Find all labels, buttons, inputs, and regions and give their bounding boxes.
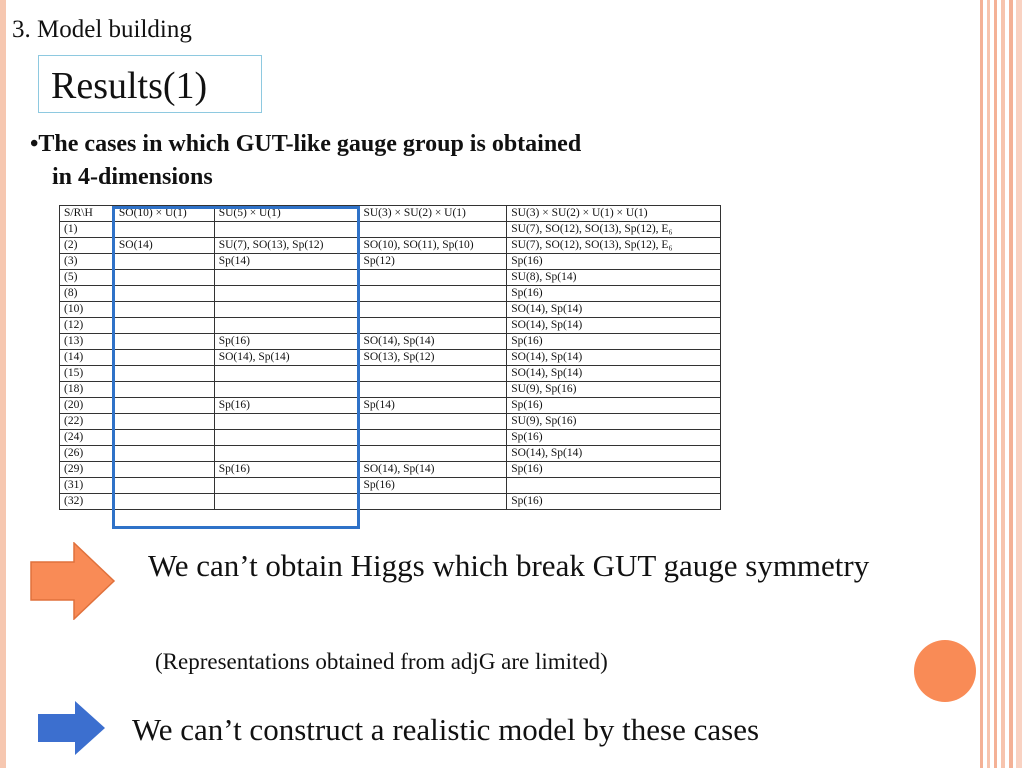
table-row	[60, 254, 721, 270]
table-cell	[359, 430, 507, 446]
table-cell	[359, 286, 507, 302]
table-row	[60, 318, 721, 334]
table-cell: Sp(16)	[507, 334, 721, 350]
slide-title-box	[38, 55, 262, 113]
table-cell	[214, 222, 359, 238]
table-cell: SO(13), Sp(12)	[359, 350, 507, 366]
table-cell	[359, 414, 507, 430]
table-cell	[214, 366, 359, 382]
right-decoration	[978, 0, 1024, 768]
bullet-line-2: in 4-dimensions	[52, 164, 213, 190]
table-cell	[214, 494, 359, 510]
table-cell: SU(9), Sp(16)	[507, 414, 721, 430]
table-cell: Sp(16)	[507, 254, 721, 270]
table-header-cell: SU(3) × SU(2) × U(1)	[359, 206, 507, 222]
orange-circle	[914, 640, 976, 702]
table-cell: SO(10), SO(11), Sp(10)	[359, 238, 507, 254]
table-cell: SO(14), Sp(14)	[359, 334, 507, 350]
table-header-cell: SU(5) × U(1)	[214, 206, 359, 222]
table-cell	[359, 318, 507, 334]
table-cell	[214, 478, 359, 494]
table-cell: SU(7), SO(13), Sp(12)	[214, 238, 359, 254]
table-cell: SU(7), SO(12), SO(13), Sp(12), E₆	[507, 238, 721, 254]
table-cell	[214, 430, 359, 446]
table-cell	[114, 222, 214, 238]
table-cell: Sp(14)	[214, 254, 359, 270]
table-cell: (20)	[60, 398, 115, 414]
table-cell: (8)	[60, 286, 115, 302]
table-row	[60, 430, 721, 446]
table-row	[60, 238, 721, 254]
table-cell	[114, 430, 214, 446]
table-cell: SU(7), SO(12), SO(13), Sp(12), E₆	[507, 222, 721, 238]
table-cell: SO(14), Sp(14)	[359, 462, 507, 478]
slide-title: Results(1)	[51, 65, 208, 107]
table-cell: (2)	[60, 238, 115, 254]
table-row	[60, 334, 721, 350]
table-cell	[114, 366, 214, 382]
table-cell: SO(14), Sp(14)	[507, 446, 721, 462]
table-cell: SO(14), Sp(14)	[507, 302, 721, 318]
table-cell	[214, 302, 359, 318]
table-cell: Sp(16)	[214, 398, 359, 414]
table-cell	[114, 350, 214, 366]
table-cell	[114, 270, 214, 286]
table-cell	[359, 382, 507, 398]
table-cell: (31)	[60, 478, 115, 494]
table-row	[60, 350, 721, 366]
table-cell: SO(14), Sp(14)	[507, 366, 721, 382]
table-cell: SU(8), Sp(14)	[507, 270, 721, 286]
table-cell: (29)	[60, 462, 115, 478]
table-cell	[114, 494, 214, 510]
table-cell	[214, 446, 359, 462]
table-cell: (32)	[60, 494, 115, 510]
table-row	[60, 398, 721, 414]
table-header-cell: SO(10) × U(1)	[114, 206, 214, 222]
table-cell	[114, 398, 214, 414]
table-row	[60, 382, 721, 398]
table-cell: (15)	[60, 366, 115, 382]
conclusion-higgs: We can’t obtain Higgs which break GUT gauge symmetry	[148, 548, 870, 583]
table-cell	[214, 414, 359, 430]
table-cell	[359, 494, 507, 510]
table-cell	[507, 478, 721, 494]
table-cell: (14)	[60, 350, 115, 366]
table-cell: (5)	[60, 270, 115, 286]
table-cell: Sp(14)	[359, 398, 507, 414]
table-cell: (26)	[60, 446, 115, 462]
table-row	[60, 366, 721, 382]
table-cell: SO(14), Sp(14)	[507, 318, 721, 334]
table-cell	[114, 254, 214, 270]
section-label: 3. Model building	[12, 16, 192, 43]
table-cell	[114, 478, 214, 494]
table-cell	[214, 318, 359, 334]
table-cell: Sp(16)	[507, 462, 721, 478]
table-cell: Sp(16)	[507, 286, 721, 302]
table-row	[60, 478, 721, 494]
table-row	[60, 286, 721, 302]
table-cell	[359, 366, 507, 382]
gauge-group-table	[59, 205, 721, 510]
bullet-line-1: The cases in which GUT-like gauge group is obtained	[38, 131, 582, 157]
table-row	[60, 494, 721, 510]
table-cell: (24)	[60, 430, 115, 446]
table-cell	[114, 334, 214, 350]
table-cell	[114, 382, 214, 398]
table-cell: Sp(16)	[507, 398, 721, 414]
table-row	[60, 414, 721, 430]
table-cell: (3)	[60, 254, 115, 270]
table-cell: Sp(16)	[507, 494, 721, 510]
table-header-row	[60, 206, 721, 222]
left-border-stripe	[0, 0, 6, 768]
table-cell	[114, 302, 214, 318]
table-cell: Sp(12)	[359, 254, 507, 270]
bullet-point	[30, 128, 581, 194]
table-cell	[359, 222, 507, 238]
table-header-cell: S/R\H	[60, 206, 115, 222]
table-row	[60, 446, 721, 462]
orange-right-arrow-icon	[30, 542, 116, 620]
table-cell: Sp(16)	[214, 462, 359, 478]
table-header-cell: SU(3) × SU(2) × U(1) × U(1)	[507, 206, 721, 222]
table-cell	[114, 414, 214, 430]
table-cell: Sp(16)	[359, 478, 507, 494]
table-cell	[214, 286, 359, 302]
table-cell: (18)	[60, 382, 115, 398]
table-cell: (12)	[60, 318, 115, 334]
table-cell	[114, 286, 214, 302]
table-row	[60, 270, 721, 286]
blue-right-arrow-icon	[37, 700, 107, 756]
table-cell	[114, 318, 214, 334]
table-cell	[214, 382, 359, 398]
table-cell: Sp(16)	[507, 430, 721, 446]
table-cell	[359, 446, 507, 462]
table-cell: (22)	[60, 414, 115, 430]
table-cell: Sp(16)	[214, 334, 359, 350]
table-cell	[359, 302, 507, 318]
note-representations: (Representations obtained from adjG are limited)	[155, 649, 608, 674]
table-row	[60, 462, 721, 478]
table-cell: SO(14), Sp(14)	[507, 350, 721, 366]
table-cell: SO(14), Sp(14)	[214, 350, 359, 366]
table-cell	[114, 446, 214, 462]
table-row	[60, 222, 721, 238]
table-cell: (10)	[60, 302, 115, 318]
table-row	[60, 302, 721, 318]
conclusion-realistic-model: We can’t construct a realistic model by these cases	[132, 712, 760, 747]
table-cell	[214, 270, 359, 286]
table-cell	[114, 462, 214, 478]
table-cell	[359, 270, 507, 286]
bullet-marker: •	[30, 131, 39, 157]
table-cell: (1)	[60, 222, 115, 238]
table-cell: (13)	[60, 334, 115, 350]
table-cell: SU(9), Sp(16)	[507, 382, 721, 398]
table-cell: SO(14)	[114, 238, 214, 254]
